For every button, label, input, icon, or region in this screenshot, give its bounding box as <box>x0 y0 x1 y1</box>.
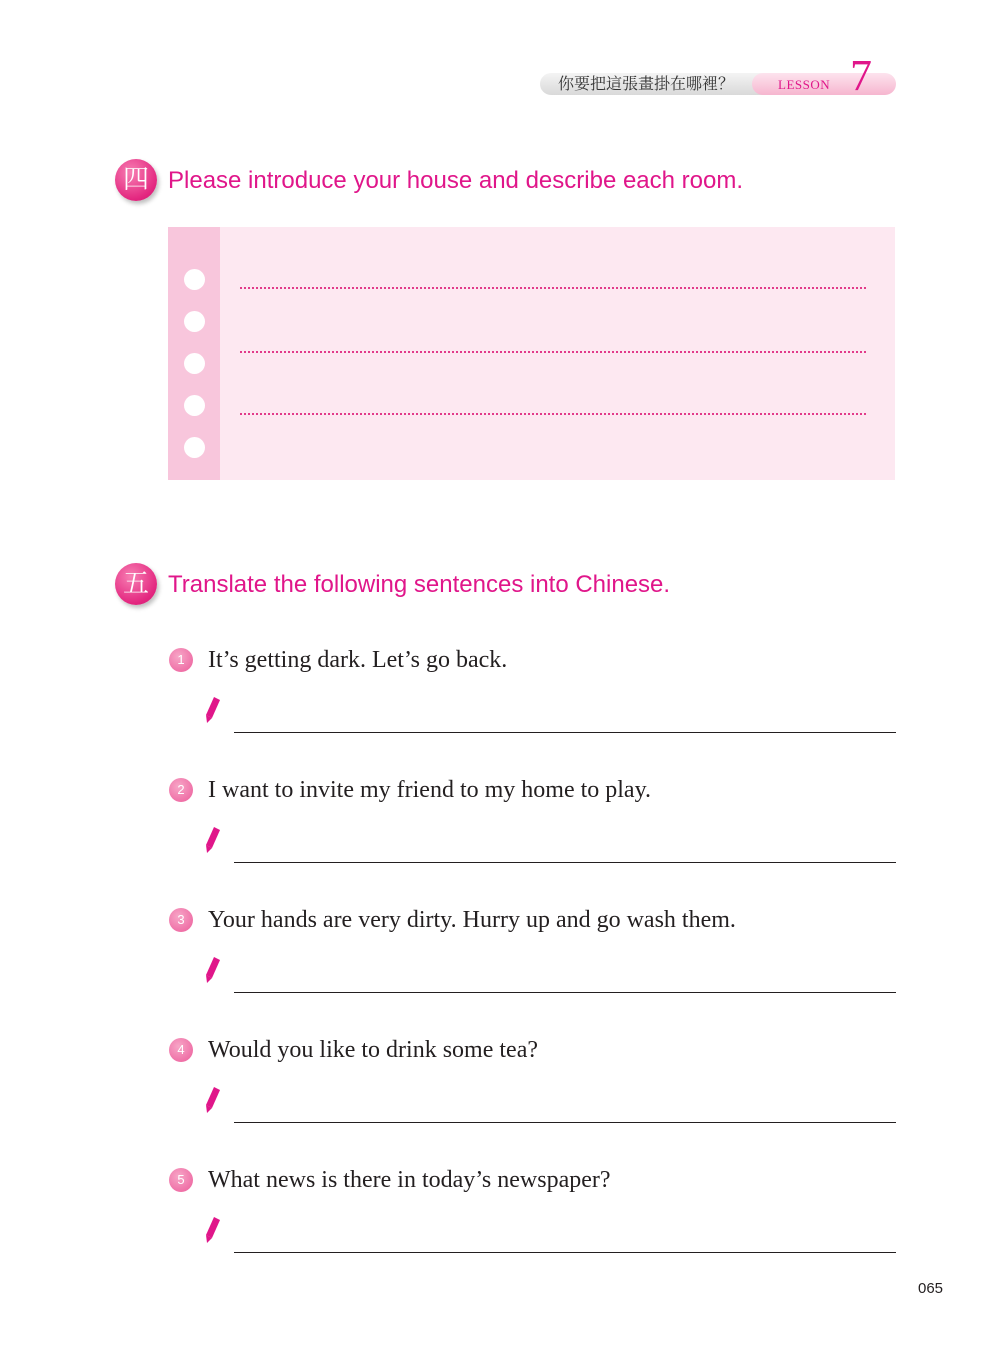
pencil-icon <box>205 697 223 723</box>
writing-box <box>168 227 895 480</box>
writing-line-3[interactable] <box>240 413 866 415</box>
writing-line-2[interactable] <box>240 351 866 353</box>
section-5-title: Translate the following sentences into Chinese. <box>168 571 671 598</box>
writing-line-1[interactable] <box>240 287 866 289</box>
binder-hole <box>184 353 205 374</box>
page-number: 065 <box>918 1280 944 1297</box>
binder-hole <box>184 311 205 332</box>
lesson-header <box>540 51 896 100</box>
binder-hole <box>184 395 205 416</box>
question-5-text: What news is there in today’s newspaper? <box>208 1167 611 1193</box>
question-3-number: 3 <box>169 908 193 932</box>
answer-line-5[interactable] <box>234 1252 896 1253</box>
answer-line-2[interactable] <box>234 862 896 863</box>
question-2-text: I want to invite my friend to my home to play. <box>208 777 652 803</box>
pencil-icon <box>205 827 223 853</box>
answer-line-1[interactable] <box>234 732 896 733</box>
section-4-badge: 四 <box>115 159 157 201</box>
question-1-number: 1 <box>169 648 193 672</box>
question-3-text: Your hands are very dirty. Hurry up and go wash them. <box>208 907 736 933</box>
question-2-number: 2 <box>169 778 193 802</box>
binder-hole <box>184 437 205 458</box>
answer-line-3[interactable] <box>234 992 896 993</box>
question-4-number: 4 <box>169 1038 193 1062</box>
section-4-title: Please introduce your house and describe each room. <box>168 167 744 194</box>
question-4-text: Would you like to drink some tea? <box>208 1037 538 1063</box>
lesson-label: LESSON <box>778 77 831 92</box>
pencil-icon <box>205 957 223 983</box>
lesson-number: 7 <box>850 51 872 100</box>
binder-strip <box>168 227 220 480</box>
answer-line-4[interactable] <box>234 1122 896 1123</box>
lesson-chinese-title: 你要把這張畫掛在哪裡？ <box>558 74 735 93</box>
question-1-text: It’s getting dark. Let’s go back. <box>208 647 508 673</box>
section-5-badge: 五 <box>115 563 157 605</box>
binder-hole <box>184 269 205 290</box>
pencil-icon <box>205 1087 223 1113</box>
pencil-icon <box>205 1217 223 1243</box>
question-5-number: 5 <box>169 1168 193 1192</box>
